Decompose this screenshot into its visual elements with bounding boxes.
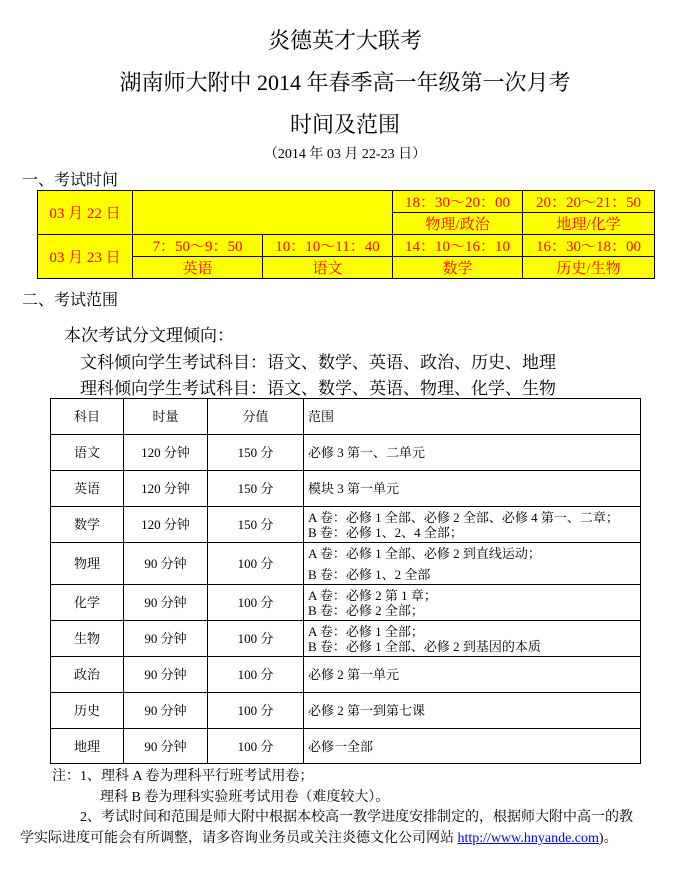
intro-line: 文科倾向学生考试科目：语文、数学、英语、政治、历史、地理: [80, 353, 556, 372]
cell-score: 150 分: [208, 471, 304, 507]
cell-time: 120 分钟: [124, 471, 208, 507]
slot-subject: 数学: [393, 257, 523, 279]
scope-row: [51, 693, 641, 729]
note-2a: 2、考试时间和范围是师大附中根据本校高一教学进度安排制定的，根据师大附中高一的教: [80, 810, 633, 825]
cell-subject: 地理: [51, 729, 124, 764]
cell-score: 150 分: [208, 435, 304, 471]
range-line: A 卷：必修 2 第 1 章；: [308, 587, 437, 603]
slot-time: 14：10～16：10: [393, 235, 523, 257]
scope-row: [51, 729, 641, 764]
slot-time: 16：30～18：00: [523, 235, 655, 257]
header-range: 范围: [304, 399, 641, 435]
slot-time: 7：50～9：50: [133, 235, 263, 257]
header-subject: 科目: [51, 399, 124, 435]
range-line: B 卷：必修 1 全部、必修 2 到基因的本质: [308, 638, 541, 654]
cell-score: 100 分: [208, 585, 304, 621]
day1-label: 03 月 22 日: [38, 191, 133, 235]
cell-score: 150 分: [208, 507, 304, 543]
title-brand: 炎德英才大联考: [267, 28, 422, 53]
website-link[interactable]: http://www.hnyande.com: [457, 831, 599, 846]
cell-time: 90 分钟: [124, 657, 208, 693]
header-time: 时量: [124, 399, 208, 435]
scope-table: [50, 398, 641, 764]
range-line: 模块 3 第一单元: [308, 481, 400, 496]
cell-time: 90 分钟: [124, 585, 208, 621]
cell-score: 100 分: [208, 621, 304, 657]
intro-line: 理科倾向学生考试科目：语文、数学、英语、物理、化学、生物: [80, 379, 556, 398]
range-line: B 卷：必修 2 全部；: [308, 602, 424, 618]
range-line: B 卷：必修 1、2、4 全部；: [308, 524, 463, 540]
slot-time: 20：20～21：50: [523, 191, 655, 213]
range-line: 必修 2 第一单元: [308, 667, 400, 682]
cell-time: 120 分钟: [124, 507, 208, 543]
cell-score: 100 分: [208, 543, 304, 585]
header-score: 分值: [208, 399, 304, 435]
cell-time: 90 分钟: [124, 729, 208, 764]
cell-range: [304, 693, 641, 729]
cell-score: 100 分: [208, 657, 304, 693]
range-line: 必修 3 第一、二单元: [308, 445, 426, 460]
range-line: B 卷：必修 1、2 全部: [308, 566, 431, 582]
cell-range: [304, 729, 641, 764]
note-2b-text: 学实际进度可能会有所调整，请多咨询业务员或关注炎德文化公司网站: [20, 831, 458, 846]
cell-time: 90 分钟: [124, 621, 208, 657]
scope-row: [51, 435, 641, 471]
slot-time: 18：30～20：00: [393, 191, 523, 213]
range-line: 必修一全部: [308, 738, 374, 754]
cell-subject: 语文: [51, 435, 124, 471]
cell-score: 100 分: [208, 693, 304, 729]
note-2b: [20, 827, 618, 847]
cell-subject: 数学: [51, 507, 124, 543]
note-1a: 注：1、理科 A 卷为理科平行班考试用卷；: [52, 769, 314, 784]
cell-subject: 物理: [51, 543, 124, 585]
title-exam: 湖南师大附中 2014 年春季高一年级第一次月考: [119, 70, 571, 95]
cell-range: [304, 585, 641, 621]
scope-row: [51, 507, 641, 543]
cell-subject: 生物: [51, 621, 124, 657]
scope-row: [51, 657, 641, 693]
section-time-heading: 一、考试时间: [22, 172, 119, 189]
title-scope: 时间及范围: [289, 112, 400, 137]
section-scope-heading: 二、考试范围: [22, 292, 119, 309]
exam-date: （2014 年 03 月 22-23 日）: [263, 147, 427, 162]
day2-label: 03 月 23 日: [38, 235, 133, 279]
cell-range: [304, 657, 641, 693]
cell-range: [304, 543, 641, 585]
scope-row: [51, 621, 641, 657]
slot-subject: 物理/政治: [393, 213, 523, 235]
range-line: A 卷：必修 1 全部；: [308, 623, 424, 639]
cell-range: [304, 621, 641, 657]
schedule-table: [37, 190, 655, 279]
note-2c-text: )。: [598, 831, 618, 846]
scope-row: [51, 543, 641, 585]
range-line: A 卷：必修 1 全部、必修 2 到直线运动；: [308, 545, 541, 561]
cell-time: 120 分钟: [124, 435, 208, 471]
cell-range: [304, 507, 641, 543]
empty-cell: [133, 191, 393, 235]
cell-subject: 政治: [51, 657, 124, 693]
range-line: A 卷：必修 1 全部、必修 2 全部、必修 4 第一、二章；: [308, 509, 619, 525]
slot-subject: 地理/化学: [523, 213, 655, 235]
slot-subject: 英语: [133, 257, 263, 279]
cell-range: [304, 435, 641, 471]
cell-time: 90 分钟: [124, 693, 208, 729]
cell-score: 100 分: [208, 729, 304, 764]
cell-range: [304, 471, 641, 507]
cell-subject: 化学: [51, 585, 124, 621]
range-line: 必修 2 第一到第七课: [308, 703, 426, 718]
cell-time: 90 分钟: [124, 543, 208, 585]
slot-time: 10：10～11：40: [263, 235, 393, 257]
cell-subject: 英语: [51, 471, 124, 507]
slot-subject: 历史/生物: [523, 257, 655, 279]
scope-row: [51, 585, 641, 621]
cell-subject: 历史: [51, 693, 124, 729]
scope-row: [51, 471, 641, 507]
intro-line: 本次考试分文理倾向：: [64, 326, 234, 345]
slot-subject: 语文: [263, 257, 393, 279]
note-1b: 理科 B 卷为理科实验班考试用卷（难度较大）。: [100, 790, 390, 805]
